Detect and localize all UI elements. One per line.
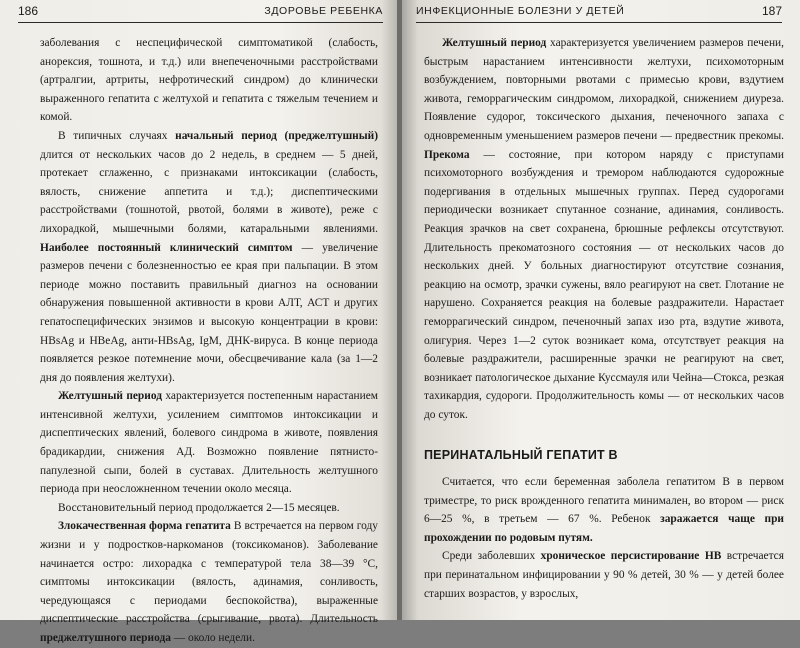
right-p2-bold-infection-route: заражается чаще при прохождении по родовым путям.	[424, 513, 784, 544]
left-p2-text-c: длится от нескольких часов до 2 недель, в среднем — 5 дней, протекает сглаженно, с признаками интоксикации (слабость, вялость, снижение аппетита и т.д.); диспептическими расстройствами (тошнотой, рвотой, болями в животе), реже с лихорадкой, мышечными болями, катаральными явлениями.	[40, 148, 378, 235]
left-paragraph-1	[40, 34, 378, 127]
right-page-number: 187	[761, 4, 782, 18]
right-p1-bold-jaundice-period: Желтушный период	[442, 37, 547, 49]
left-paragraph-3	[40, 387, 378, 499]
right-p3-text-c: встречается при перинатальном инфицировании у 90 % детей, 30 % — у детей более старших возрастов, у взрослых,	[424, 550, 784, 600]
right-p1-text-d: — состояние, при котором наряду с приступами психомоторного возбуждения и тремором наблюдаются судорожные подергивания в отдельных мышечных группах. Перед судорогами периодически возникает спутанное сознание, адинамия, сонливость. Реакция зрачков на свет сохранена, брюшные рефлексы отсутствуют. Длительность прекоматозного состояния — от нескольких часов до нескольких дней. У больных диагностируют отсутствие сознания, реакцию на осмотр, зрачки сужены, вяло реагируют на свет. Глотание не нарушено. Сохраняется реакция на болевые раздражители. Нарастает геморрагический синдром, печеночный запах изо рта, вздутие живота, олигурия. Через 1—2 суток возникает кома, отсутствует реакция на болевые раздражители, расширенные зрачки не реагируют на свет, возникает патологическое дыхание Куссмауля или Чейна—Стокса, резкая тахикардия, судороги. Продолжительность комы — от нескольких часов до суток.	[424, 148, 784, 421]
right-p1-text-b: характеризуется увеличением размеров печени, быстрым нарастанием интенсивности желтухи, психомоторным возбуждением, повторными рвотами с примесью крови, вздутием живота, геморрагическим синдромом, лихорадкой, снижением диуреза. Появление судорог, токсического дыхания, печеночного запаха с одновременным уменьшением размеров печени — предвестник прекомы.	[424, 37, 784, 142]
left-p5-text-b: В встречается на первом году жизни и у подростков-наркоманов (токсикоманов). Заболевание начинается остро: лихорадка с температурой тела 38—39 °С, симптомы интоксикации (вялость, адинамия, сонливость, чередующаяся с периодами беспокойства), выраженные диспептические расстройства (срыгивание, рвота). Длительность	[40, 520, 378, 626]
right-paragraph-1	[424, 34, 784, 424]
left-p5-text-d: — около недели.	[170, 632, 255, 644]
left-p5-bold-malignant-form: Злокачественная форма гепатита	[58, 520, 231, 533]
right-paragraph-2	[424, 473, 784, 547]
left-p2-text-a: В типичных случаях	[58, 129, 176, 142]
left-paragraph-5	[40, 517, 378, 647]
left-p2-text-e: — увеличение размеров печени с болезненностью ее края при пальпации. В этом периоде можно поставить правильный диагноз на основании обнаружения повышенной активности в крови АЛТ, АСТ и других гепатоспецифических энзимов и высокую концентрации в крови: HBsAg и HBeAg, анти-HBsAg, IgM, ДНК-вируса. В конце периода появляется резкое потемнение мочи, обесцвечивание кала (за 1—2 дня до появления желтухи).	[40, 241, 378, 384]
left-page	[0, 0, 397, 644]
left-p5-bold-preicteric: преджелтушного периода	[40, 632, 171, 644]
left-p2-bold-initial-period: начальный период (преджелтушный)	[175, 129, 378, 142]
right-page-body	[424, 34, 784, 603]
left-p1-text: заболевания с неспецифической симптоматикой (слабость, анорексия, тошнота, и т.д.) или внепеченочными расстройствами (артралгии, артриты, нефротический синдром) до клинически выраженного гепатита с желтухой и гепатита с тяжелым течением и комой.	[40, 37, 378, 124]
right-paragraph-3	[424, 547, 784, 603]
left-p3-text: характеризуется постепенным нарастанием интенсивной желтухи, усилением симптомов интоксикации и диспептических явлений, болевого синдрома в животе, появления брадикардии, снижения АД. Возможно появление пятнисто-папулезной сыпи, болей в суставах. Длительность желтушного периода при неосложненном течении около месяца.	[40, 390, 378, 496]
section-title-perinatal-hepatitis: ПЕРИНАТАЛЬНЫЙ ГЕПАТИТ В	[424, 448, 618, 463]
right-p2-text-a: Считается, что если беременная заболела гепатитом В в первом триместре, то риск врожденного гепатита минимален, во втором — риск 6—25 %, в третьем — 67 %. Ребенок	[424, 476, 784, 526]
right-running-head: ИНФЕКЦИОННЫЕ БОЛЕЗНИ У ДЕТЕЙ	[416, 5, 625, 17]
right-p3-text-a: Среди заболевших	[442, 550, 541, 563]
left-running-head: ЗДОРОВЬЕ РЕБЕНКА	[264, 5, 383, 17]
right-p3-bold-chronic: хроническое персистирование НВ	[540, 550, 722, 563]
right-p1-bold-precoma: Прекома	[424, 148, 470, 161]
right-page-header	[416, 0, 782, 23]
left-page-body	[40, 34, 378, 648]
left-paragraph-2	[40, 127, 378, 387]
left-p4-text: Восстановительный период продолжается 2—15 месяцев.	[58, 501, 340, 514]
left-p2-bold-symptom: Наиболее постоянный клинический симптом	[40, 241, 293, 254]
right-page	[402, 0, 800, 620]
left-page-header	[18, 0, 383, 23]
left-p3-bold-jaundice-period: Желтушный период	[58, 390, 162, 403]
left-page-number: 186	[18, 4, 39, 18]
left-paragraph-4	[40, 499, 378, 518]
